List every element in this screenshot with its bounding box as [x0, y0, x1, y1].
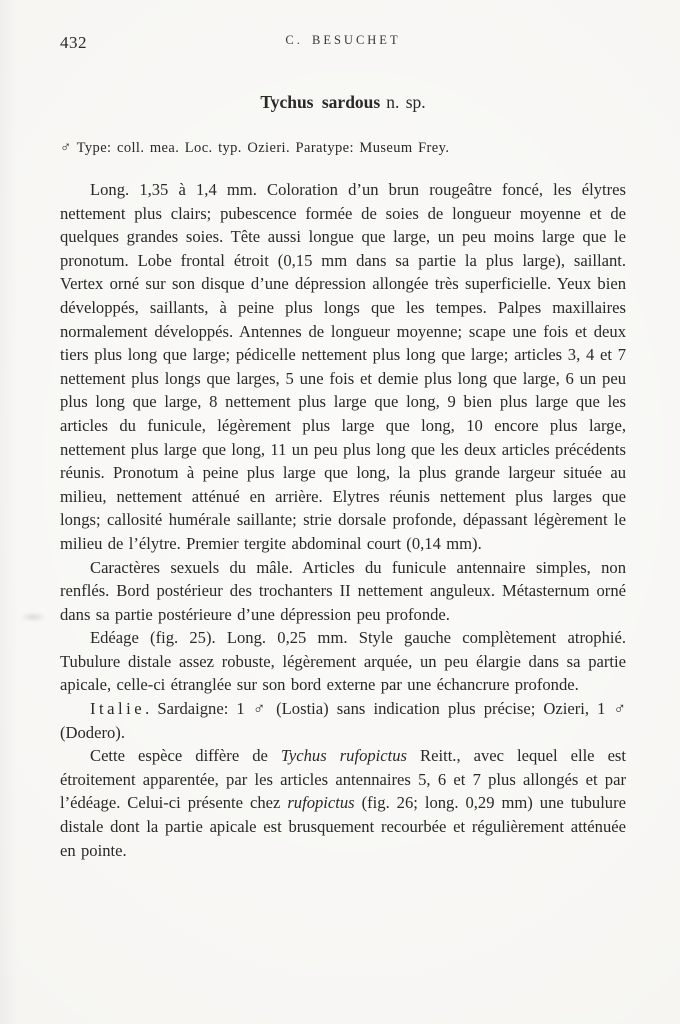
- emphasized-locality: Italie: [90, 699, 146, 719]
- text-run: Edéage (fig. 25). Long. 0,25 mm. Style gauche complètement atrophié. Tubulure distale assez robuste, légèrement arquée, un peu élargie dans sa partie apicale, celle-ci étranglée sur son bord externe par une échancrure profonde.: [60, 628, 626, 695]
- scan-smudge-mark: [20, 612, 46, 622]
- species-name: Tychus sardous: [260, 92, 381, 112]
- species-title: [60, 92, 626, 113]
- type-specimen-line: [60, 140, 626, 157]
- paragraph: [60, 744, 626, 862]
- paragraph: [60, 178, 626, 556]
- italic-taxon-name: rufopictus: [287, 793, 355, 813]
- page-header: [60, 0, 626, 53]
- italic-taxon-name: Tychus rufopictus: [280, 746, 408, 766]
- text-run: Caractères sexuels du mâle. Articles du funicule antennaire simples, non renflés. Bord postérieur des trochanters II nettement anguleux. Métasternum orné dans sa partie postérieure d’une dépression peu profonde.: [60, 557, 626, 624]
- type-line-text: Type: coll. mea. Loc. typ. Ozieri. Paratype: Museum Frey.: [76, 140, 450, 156]
- species-suffix: n. sp.: [386, 92, 426, 112]
- text-run: Cette espèce diffère de: [90, 746, 281, 766]
- text-run: (fig. 26; long. 0,29 mm) une tubulure distale dont la partie apicale est brusquement recourbée et régulièrement atténuée en pointe.: [60, 793, 626, 860]
- text-block: [60, 0, 626, 862]
- paragraph: [60, 697, 626, 744]
- text-run: . Sardaigne: 1 ♂ (Lostia) sans indication plus précise; Ozieri, 1 ♂ (Dodero).: [60, 699, 626, 742]
- text-run: Long. 1,35 à 1,4 mm. Coloration d’un brun rougeâtre foncé, les élytres nettement plus clairs; pubescence formée de soies de longueur moyenne et de quelques grandes soies. Tête aussi longue que large, un peu moins large que le pronotum. Lobe frontal étroit (0,15 mm dans sa partie la plus large), saillant. Vertex orné sur son disque d’une dépression allongée très superficielle. Yeux bien développés, saillants, à peine plus longs que les tempes. Palpes maxillaires normalement développés. Antennes de longueur moyenne; scape une fois et deux tiers plus long que large; pédicelle nettement plus long que large; articles 3, 4 et 7 nettement plus longs que larges, 5 une fois et demie plus long que large, 6 un peu plus long que large, 8 nettement plus large que long, 9 bien plus large que les articles du funicule, légèrement plus large que long, 10 encore plus large, nettement plus large que long, 11 un peu plus long que les deux articles précédents réunis. Pronotum à peine plus large que long, la plus grande largeur située au milieu, nettement atténué en arrière. Elytres réunis nettement plus larges que longs; callosité humérale saillante; strie dorsale profonde, dépassant légèrement le milieu de l’élytre. Premier tergite abdominal court (0,14 mm).: [60, 180, 626, 553]
- paragraph: [60, 626, 626, 697]
- description-body: [60, 178, 626, 862]
- paragraph: [60, 556, 626, 627]
- text-run: Reitt., avec lequel elle est étroitement apparentée, par les articles antennaires 5, 6 et 7 plus allongés et par l’édéage. Celui-ci présente chez: [60, 746, 626, 813]
- running-head: C. BESUCHET: [285, 33, 401, 47]
- page-number: 432: [60, 33, 87, 52]
- male-symbol-icon: ♂: [60, 140, 72, 156]
